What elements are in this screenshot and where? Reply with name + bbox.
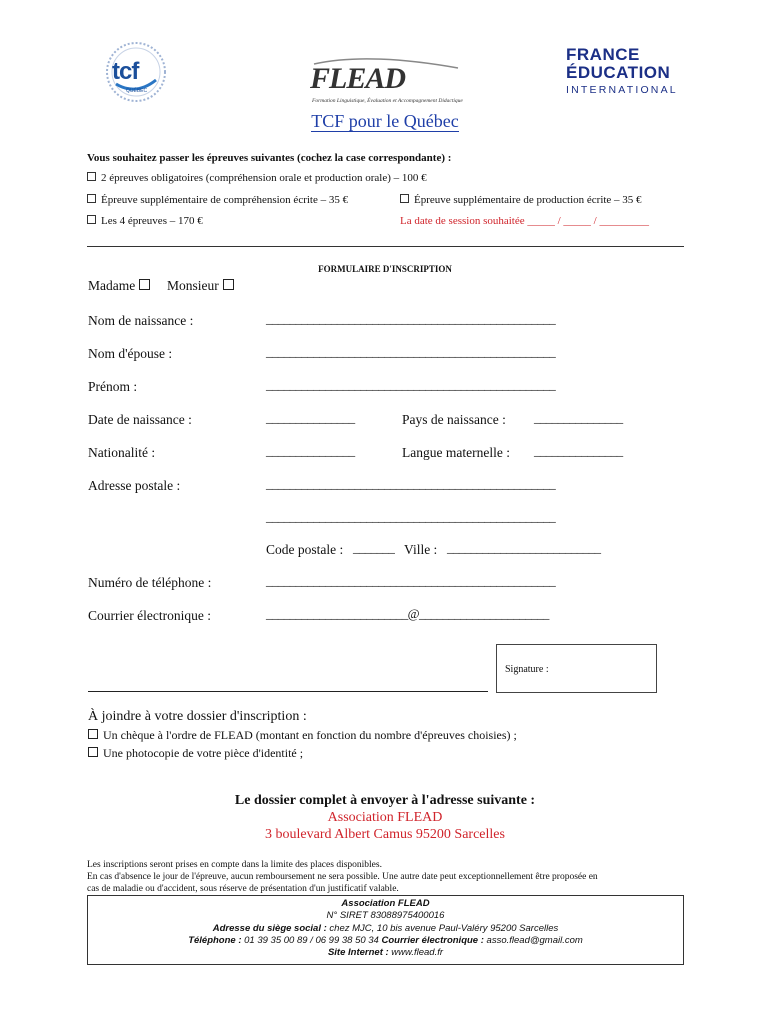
nationalite-field[interactable]: _______________: [266, 443, 355, 458]
footer-box: [87, 895, 684, 965]
note-line1: Les inscriptions seront prises en compte dans la limite des places disponibles.: [87, 860, 382, 870]
telephone-field[interactable]: _________________________________________________: [266, 573, 556, 588]
choices-intro: Vous souhaitez passer les épreuves suivantes (cochez la case correspondante) :: [87, 152, 452, 164]
prenom-label: Prénom :: [88, 379, 138, 394]
tcf-quebec-logo: [104, 40, 168, 104]
code-postal-field[interactable]: _______: [353, 540, 395, 555]
checkbox[interactable]: [139, 279, 150, 290]
ville-label: Ville :: [404, 542, 438, 557]
footer-site: Site Internet : www.flead.fr: [327, 947, 444, 959]
divider: [87, 246, 684, 247]
date-naissance-field[interactable]: _______________: [266, 410, 355, 425]
option-two-tests[interactable]: 2 épreuves obligatoires (compréhension orale et production orale) – 100 €: [87, 172, 427, 184]
send-org: Association FLEAD: [327, 810, 443, 825]
adresse-line2-field[interactable]: _________________________________________________: [266, 509, 556, 524]
checkbox[interactable]: [88, 747, 98, 757]
footer-siret: N° SIRET 83088975400016: [326, 910, 445, 922]
checkbox[interactable]: [88, 729, 98, 739]
fei-line2: ÉDUCATION: [566, 63, 671, 82]
signature-box[interactable]: [496, 644, 657, 693]
checkbox[interactable]: [87, 215, 96, 224]
date-naissance-label: Date de naissance :: [88, 412, 192, 427]
form-heading: FORMULAIRE D'INSCRIPTION: [318, 264, 452, 274]
attachment-cheque: Un chèque à l'ordre de FLEAD (montant en fonction du nombre d'épreuves choisies) ;: [88, 728, 517, 743]
langue-maternelle-field[interactable]: _______________: [534, 443, 623, 458]
flead-logo-text: FLEAD: [310, 62, 406, 95]
footer-contact: Téléphone : 01 39 35 00 89 / 06 99 38 50 34 Courrier électronique : asso.flead@gmail.com: [188, 934, 583, 946]
footer-siege: Adresse du siège social : chez MJC, 10 bis avenue Paul-Valéry 95200 Sarcelles: [212, 922, 559, 934]
session-date-field[interactable]: La date de session souhaitée _____ / _____ / _________: [400, 215, 649, 227]
france-education-international-logo: [566, 46, 676, 106]
option-comprehension-ecrite[interactable]: Épreuve supplémentaire de compréhension écrite – 35 €: [87, 194, 348, 206]
attachment-id-copy: Une photocopie de votre pièce d'identité ;: [88, 746, 303, 761]
flead-logo: [308, 54, 478, 114]
send-address: 3 boulevard Albert Camus 95200 Sarcelles: [265, 827, 505, 842]
checkbox[interactable]: [87, 172, 96, 181]
tcf-logo-text: tcf: [112, 58, 139, 85]
email-field[interactable]: ________________________@______________________: [266, 606, 549, 621]
attachments-heading: À joindre à votre dossier d'inscription :: [88, 709, 307, 724]
courrier-label: Courrier électronique :: [88, 608, 211, 623]
footer-org: Association FLEAD: [341, 898, 430, 909]
telephone-label: Numéro de téléphone :: [88, 575, 212, 590]
ville-field[interactable]: __________________________: [447, 540, 601, 555]
nom-epouse-field[interactable]: _________________________________________________: [266, 344, 556, 359]
checkbox[interactable]: [87, 194, 96, 203]
checkbox[interactable]: [400, 194, 409, 203]
notes: [87, 859, 687, 895]
madame-option[interactable]: Madame: [88, 278, 150, 294]
signature-divider: [88, 691, 488, 692]
checkbox[interactable]: [223, 279, 234, 290]
nom-epouse-label: Nom d'épouse :: [88, 346, 173, 361]
nom-naissance-field[interactable]: _________________________________________________: [266, 311, 556, 326]
prenom-field[interactable]: _________________________________________________: [266, 377, 556, 392]
send-heading: Le dossier complet à envoyer à l'adresse suivante :: [234, 793, 536, 808]
fei-line1: FRANCE: [566, 45, 640, 64]
monsieur-option[interactable]: Monsieur: [167, 278, 234, 294]
nom-naissance-label: Nom de naissance :: [88, 313, 194, 328]
pays-naissance-label: Pays de naissance :: [402, 412, 506, 427]
note-line3: cas de maladie ou d'accident, sous réserve de présentation d'un justificatif valable.: [87, 884, 399, 894]
signature-label: Signature :: [505, 664, 549, 675]
langue-maternelle-label: Langue maternelle :: [402, 445, 510, 460]
option-four-tests[interactable]: Les 4 épreuves – 170 €: [87, 215, 203, 227]
flead-logo-tagline: Formation Linguistique, Évaluation et Accompagnement Didactique: [312, 98, 463, 104]
adresse-postale-label: Adresse postale :: [88, 478, 181, 493]
option-production-ecrite[interactable]: Épreuve supplémentaire de production écrite – 35 €: [400, 194, 642, 206]
note-line2: En cas d'absence le jour de l'épreuve, aucun remboursement ne sera possible. Une autre date peut exceptionnellement être proposée en: [87, 872, 598, 882]
tcf-logo-sub: QUÉBEC: [126, 88, 148, 94]
fei-line3: INTERNATIONAL: [566, 84, 678, 96]
adresse-line1-field[interactable]: _________________________________________________: [266, 476, 556, 491]
pays-naissance-field[interactable]: _______________: [534, 410, 623, 425]
nationalite-label: Nationalité :: [88, 445, 156, 460]
page-title: TCF pour le Québec: [311, 111, 459, 131]
code-postal-label: Code postale :: [266, 542, 344, 557]
